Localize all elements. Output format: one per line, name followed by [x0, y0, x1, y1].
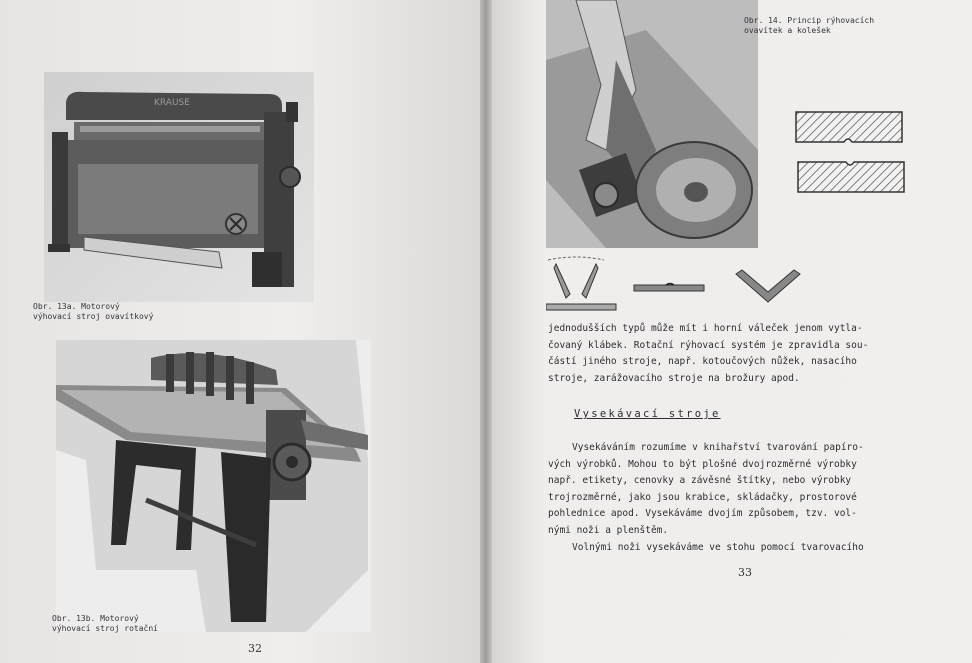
- section-heading-die-cutting: Vysekávací stroje: [574, 408, 721, 420]
- page-number-left: 32: [248, 642, 262, 655]
- caption-figure-14: Obr. 14. Princip rýhovacích ovavítek a kolešek: [744, 16, 875, 35]
- caption-figure-13b: Obr. 13b. Motorový výhovací stroj rotační: [52, 614, 158, 633]
- page-number-right: 33: [738, 566, 752, 579]
- book-gutter: [480, 0, 492, 663]
- paragraph-rotary-creasing: jednodušších typů může mít i horní váleček jenom vytla- čovaný klábek. Rotační rýhovací systém je zpravidla sou- částí jiného stroje, např. kotoučových nůžek, nasacího stroje, zarážovacího stroje na brožury apod.: [548, 323, 869, 384]
- diagram-crease-principle: [546, 254, 808, 314]
- photo-creasing-wheel-closeup: [546, 0, 758, 248]
- machine-nameplate: KRAUSE: [154, 98, 190, 108]
- right-page: [486, 0, 972, 663]
- caption-figure-13a: Obr. 13a. Motorový výhovací stroj ovavítkový: [33, 302, 154, 321]
- photo-rotary-creasing-machine: [56, 340, 371, 632]
- diagram-crease-profiles: [794, 108, 910, 198]
- paragraph-die-cutting: Vysekáváním rozumíme v knihařství tvarování papíro- vých výrobků. Mohou to být plošné dvojrozměrné výrobky např. etikety, cenovky a závěsné štítky, nebo výrobky trojrozměrné, jako jsou krabice, skládačky, prostorové pohlednice apod. Vysekáváme dvojím způsobem, tzv. vol- nými noži a plenštěm. Volnými noži vysekáváme ve stohu pomocí tvarovacího: [548, 442, 864, 553]
- photo-creasing-machine-top: [44, 72, 314, 302]
